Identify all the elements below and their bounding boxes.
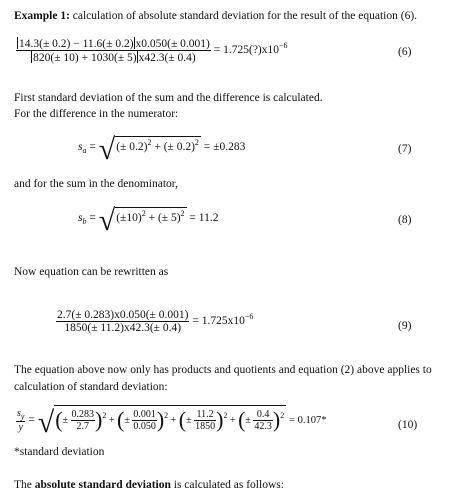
eq9-denominator: 1850(± 11.2)x42.3(± 0.4) (56, 321, 189, 334)
eq7-number: (7) (398, 143, 412, 155)
paragraph-2: For the difference in the numerator: (14, 108, 179, 120)
eq9-exponent: −6 (244, 312, 254, 322)
paragraph-3: and for the sum in the denominator, (14, 178, 179, 190)
paragraph-6: calculation of standard deviation: (14, 381, 168, 393)
eq10-result: = 0.107* (289, 414, 327, 426)
eq10-lhs: $\frac{s_y}{y}$ (17, 407, 25, 433)
eq6-number: (6) (398, 46, 412, 58)
eq8-number: (8) (398, 214, 412, 226)
bold-term: absolute standard deviation (34, 479, 171, 491)
closing-paragraph: The absolute standard deviation is calculated as follows: (14, 479, 284, 491)
equation-7: $s_a$ = √(± 0.2)$^2$ + (± 0.2)$^2$ = ±0.283 (78, 133, 246, 166)
eq6-exponent: −6 (279, 41, 288, 51)
example-heading-text: calculation of absolute standard deviation for the result of the equation (6). (69, 10, 418, 22)
equation-8: $s_b = √(\pm 10)^2$ + (± 5)$^2$ = 11.2 (78, 204, 219, 237)
eq10-radicand: (± $\frac{0.283}{2.7}$ )$^2$ + (± $\frac{0.001}{0.050}$ )$^2$ + (± $\frac{11.2}{1850}$ )$^2$ + (± $\frac{0.4}{42.3}$ )$^2$ (55, 406, 285, 432)
paragraph-4: Now equation can be rewritten as (14, 266, 169, 278)
eq9-numerator: 2.7(± 0.283)x0.050(± 0.001) (57, 309, 189, 321)
equation-10: $\frac{s_y}{y}$ = √(± $\frac{0.283}{2.7}$ )$^2$ + (± $\frac{0.001}{0.050}$ )$^2$ + (± $\frac{11.2}{1850}$ )$^2$ + (± $\frac{0.4}{42.3}$ )$^2$ = 0.107* (17, 405, 327, 439)
eq8-result: = 11.2 (189, 212, 219, 224)
example-label: Example 1: (14, 10, 70, 22)
eq6-denominator: 820(± 10) + 1030(± 5) x42.3(± 0.4) (16, 50, 211, 64)
paragraph-5: The equation above now only has products and quotients and equation (2) above applies to (14, 364, 432, 376)
eq6-numerator: 14.3(± 0.2) − 11.6(± 0.2) x0.050(± 0.001) (19, 38, 210, 50)
footnote: *standard deviation (14, 446, 105, 458)
eq9-fraction (56, 309, 189, 334)
paragraph-1: First standard deviation of the sum and the difference is calculated. (14, 92, 323, 104)
eq7-result: = ±0.283 (203, 141, 246, 153)
equation-6 (16, 37, 288, 64)
eq10-number: (10) (398, 419, 418, 431)
eq9-number: (9) (398, 320, 412, 332)
equation-9 (56, 309, 253, 334)
eq6-result: = 1.725(?)x10 (213, 44, 280, 57)
eq6-fraction (16, 37, 211, 64)
example-heading (14, 10, 417, 22)
eq9-result: = 1.725x10 (192, 315, 245, 328)
